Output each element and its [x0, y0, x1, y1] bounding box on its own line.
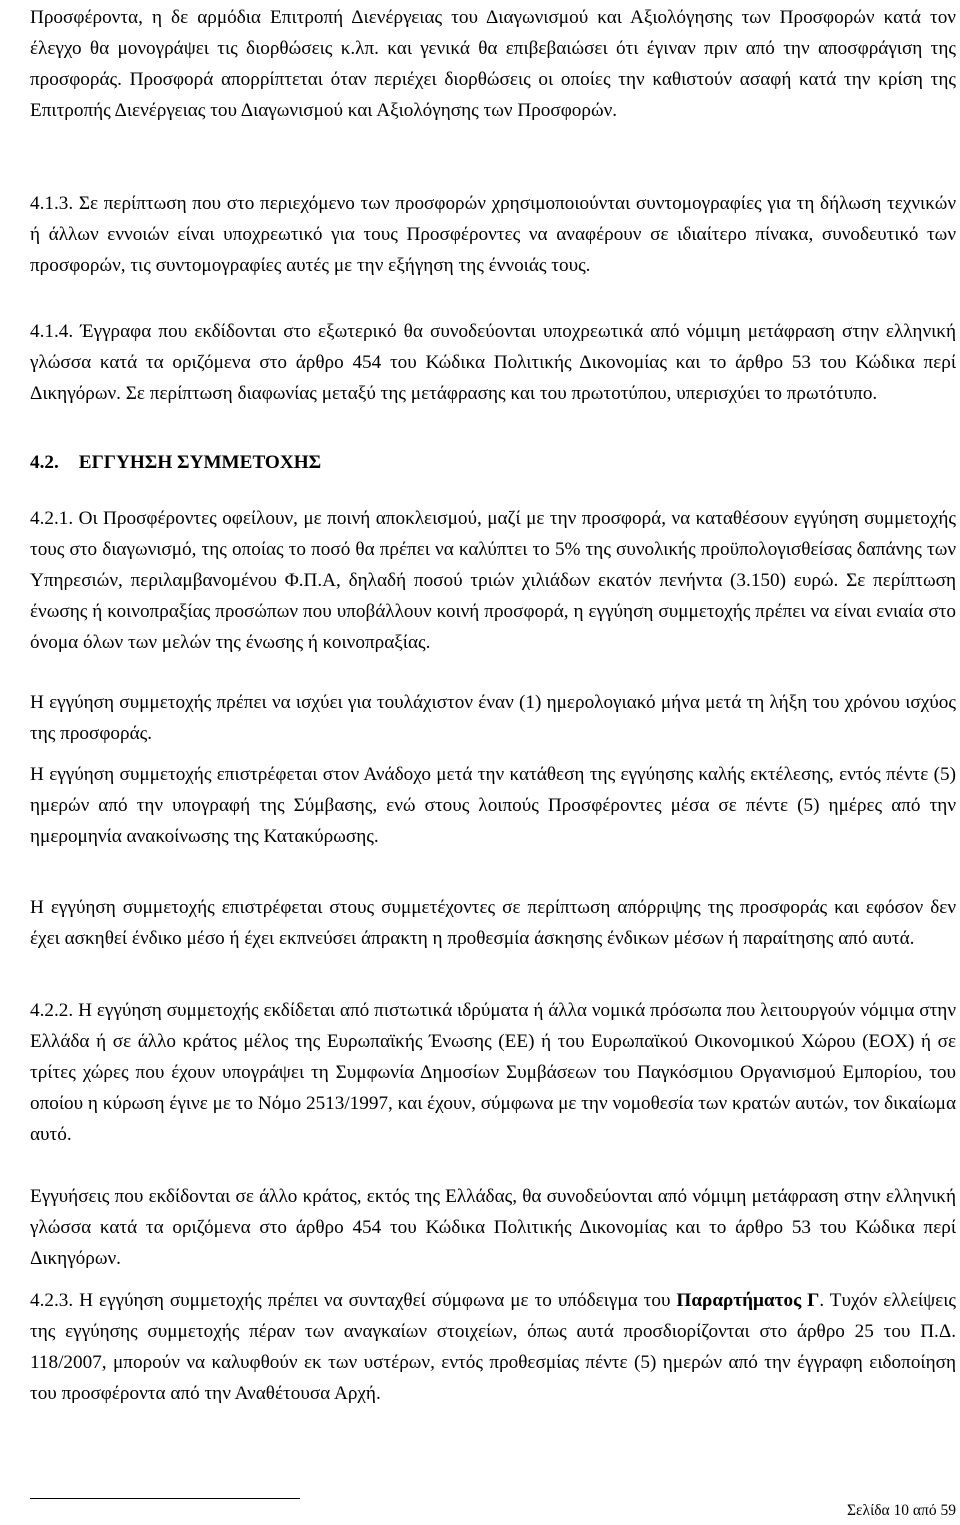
- paragraph-4-1-3: 4.1.3. Σε περίπτωση που στο περιεχόμενο των προσφορών χρησιμοποιούνται συντομογραφίες για τη δήλωση τεχνικών ή άλλων εννοιών είναι υποχρεωτικό για τους Προσφέροντες να αναφέρουν σε ιδιαίτερο πίνακα, συνοδευτικό των προσφορών, τις συντομογραφίες αυτές με την εξήγηση της έννοιάς τους.: [30, 193, 956, 276]
- section-title: ΕΓΓΥΗΣΗ ΣΥΜΜΕΤΟΧΗΣ: [78, 452, 322, 473]
- footer-divider: [30, 1498, 300, 1499]
- page-number: Σελίδα 10 από 59: [847, 1502, 956, 1519]
- section-heading-4-2: [30, 447, 956, 478]
- paragraph-continuation: Προσφέροντα, η δε αρμόδια Επιτροπή Διενέργειας του Διαγωνισμού και Αξιολόγησης των Προσφορών κατά τον έλεγχο θα μονογράψει τις διορθώσεις κ.λπ. και γενικά θα επιβεβαιώσει ότι έγιναν πριν από την αποσφράγιση της προσφοράς. Προσφορά απορρίπτεται όταν περιέχει διορθώσεις οι οποίες την καθιστούν ασαφή κατά την κρίση της Επιτροπής Διενέργειας του Διαγωνισμού και Αξιολόγησης των Προσφορών.: [30, 7, 956, 121]
- paragraph-4-2-3-rest: . Τυχόν ελλείψεις της εγγύησης συμμετοχής πέραν των αναγκαίων στοιχείων, όπως αυτά προσδιορίζονται στο άρθρο 25 του Π.Δ. 118/2007, μπορούν να καλυφθούν εκ των υστέρων, εντός προθεσμίας πέντε (5) ημερών από την έγγραφη ειδοποίηση του προσφέροντα από την Αναθέτουσα Αρχή.: [30, 1290, 956, 1404]
- paragraph-4-2-2: 4.2.2. Η εγγύηση συμμετοχής εκδίδεται από πιστωτικά ιδρύματα ή άλλα νομικά πρόσωπα που λειτουργούν νόμιμα στην Ελλάδα ή σε άλλο κράτος μέλος της Ευρωπαϊκής Ένωσης (ΕΕ) ή του Ευρωπαϊκού Οικονομικού Χώρου (ΕΟΧ) ή σε τρίτες χώρες που έχουν υπογράψει τη Συμφωνία Δημοσίων Συμβάσεων του Παγκόσμιου Οργανισμού Εμπορίου, του οποίου η κύρωση έγινε με το Νόμο 2513/1997, και έχουν, σύμφωνα με την νομοθεσία των κρατών αυτών, τον δικαίωμα αυτό.: [30, 1000, 956, 1145]
- annex-reference: Παραρτήματος Γ: [676, 1290, 820, 1311]
- paragraph-4-2-1: 4.2.1. Οι Προσφέροντες οφείλουν, με ποινή αποκλεισμού, μαζί με την προσφορά, να καταθέσουν εγγύηση συμμετοχής τους στο διαγωνισμό, της οποίας το ποσό θα πρέπει να καλύπτει το 5% της συνολικής προϋπολογισθείσας δαπάνης των Υπηρεσιών, περιλαμβανομένου Φ.Π.Α, δηλαδή ποσού τριών χιλιάδων εκατόν πενήντα (3.150) ευρώ. Σε περίπτωση ένωσης ή κοινοπραξίας προσώπων που υποβάλλουν κοινή προσφορά, η εγγύηση συμμετοχής πρέπει να είναι ενιαία στο όνομα όλων των μελών της ένωσης ή κοινοπραξίας.: [30, 508, 956, 653]
- paragraph-validity: Η εγγύηση συμμετοχής πρέπει να ισχύει για τουλάχιστον έναν (1) ημερολογιακό μήνα μετά τη λήξη του χρόνου ισχύος της προσφοράς.: [30, 692, 956, 744]
- paragraph-return-participants: Η εγγύηση συμμετοχής επιστρέφεται στους συμμετέχοντες σε περίπτωση απόρριψης της προσφοράς και εφόσον δεν έχει ασκηθεί ένδικο μέσο ή έχει εκπνεύσει άπρακτη η προθεσμία άσκησης ένδικων μέσων ή παραίτησης από αυτά.: [30, 897, 956, 949]
- paragraph-foreign-guarantees: Εγγυήσεις που εκδίδονται σε άλλο κράτος, εκτός της Ελλάδας, θα συνοδεύονται από νόμιμη μετάφραση στην ελληνική γλώσσα κατά τα οριζόμενα στο άρθρο 454 του Κώδικα Πολιτικής Δικονομίας και το άρθρο 53 του Κώδικα περί Δικηγόρων.: [30, 1186, 956, 1269]
- paragraph-return-contractor: Η εγγύηση συμμετοχής επιστρέφεται στον Ανάδοχο μετά την κατάθεση της εγγύησης καλής εκτέλεσης, εντός πέντε (5) ημερών από την υπογραφή της Σύμβασης, ενώ στους λοιπούς Προσφέροντες μέσα σε πέντε (5) ημέρες από την ημερομηνία ανακοίνωσης της Κατακύρωσης.: [30, 764, 956, 847]
- paragraph-4-2-3: [30, 1285, 956, 1409]
- section-number: 4.2.: [30, 452, 59, 473]
- paragraph-4-2-3-start: 4.2.3. Η εγγύηση συμμετοχής πρέπει να συνταχθεί σύμφωνα με το υπόδειγμα του: [30, 1290, 671, 1311]
- paragraph-4-1-4: 4.1.4. Έγγραφα που εκδίδονται στο εξωτερικό θα συνοδεύονται υποχρεωτικά από νόμιμη μετάφραση στην ελληνική γλώσσα κατά τα οριζόμενα στο άρθρο 454 του Κώδικα Πολιτικής Δικονομίας και το άρθρο 53 του Κώδικα περί Δικηγόρων. Σε περίπτωση διαφωνίας μεταξύ της μετάφρασης και του πρωτοτύπου, υπερισχύει το πρωτότυπο.: [30, 321, 956, 404]
